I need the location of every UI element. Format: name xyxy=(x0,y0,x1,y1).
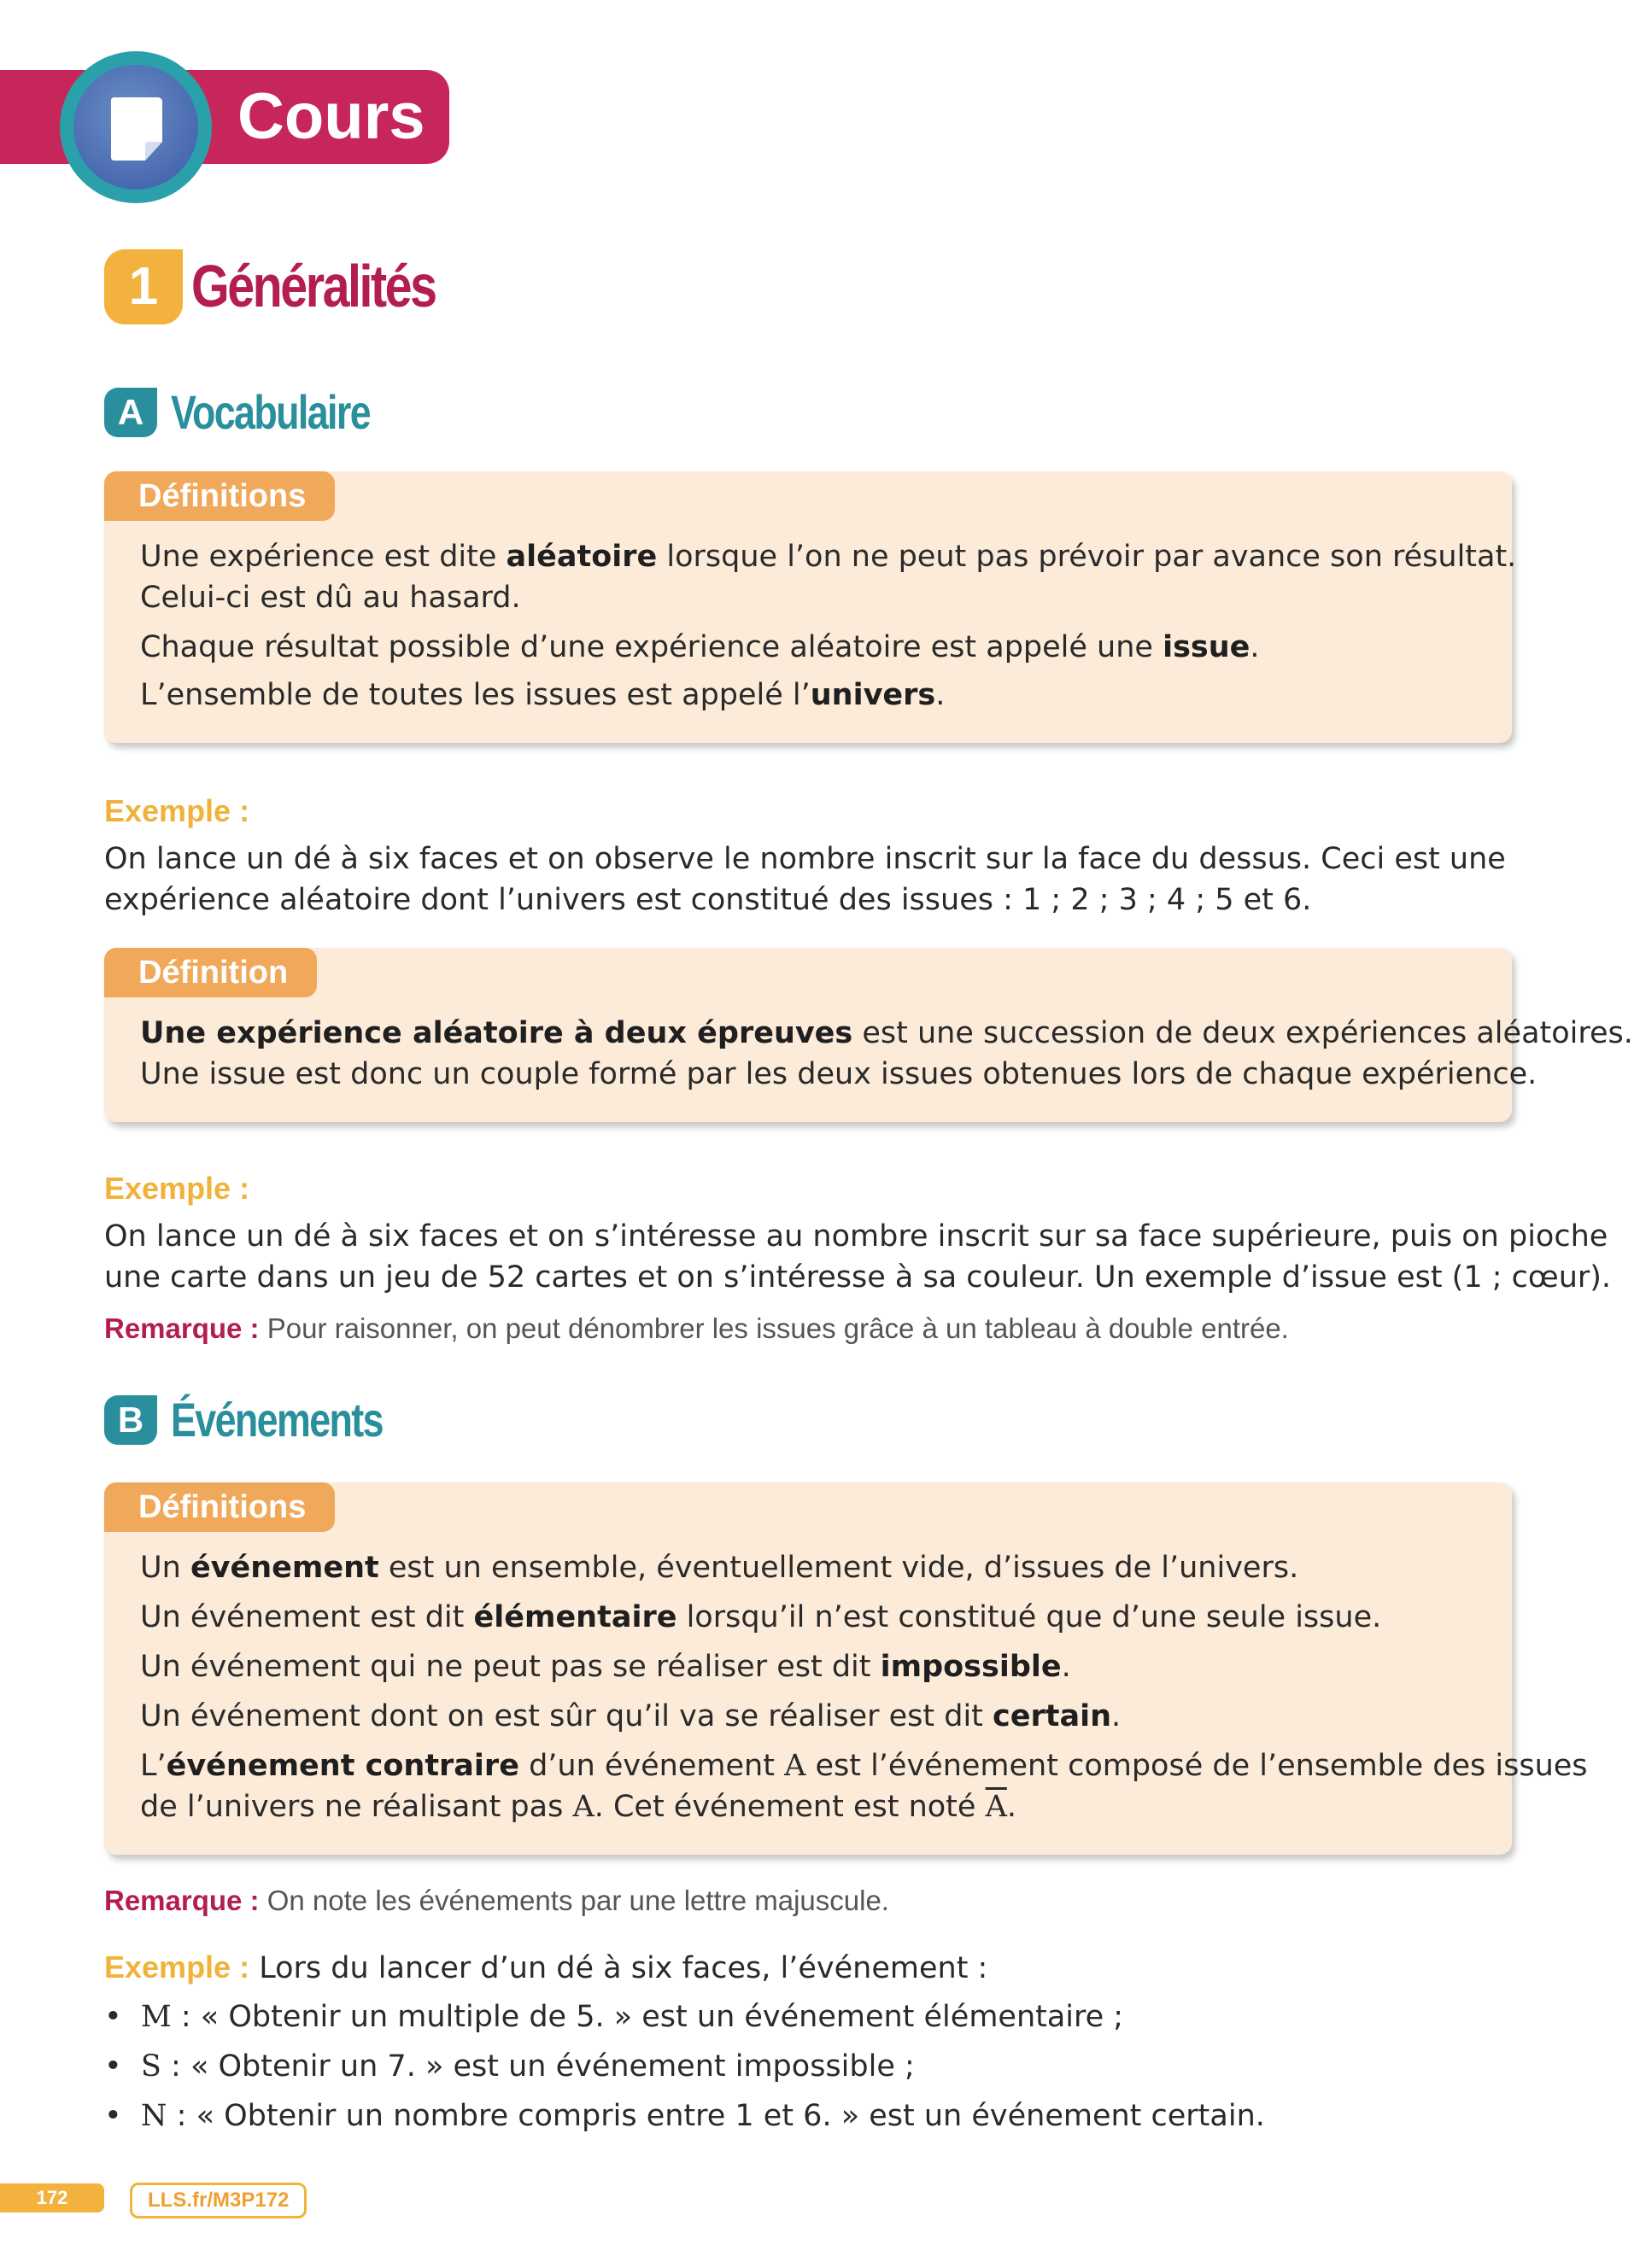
badge xyxy=(60,51,212,203)
remark-2: Remarque : On note les événements par une lettre majuscule. xyxy=(104,1885,889,1916)
def3-line-3: Un événement qui ne peut pas se réaliser est dit impossible. xyxy=(140,1650,1071,1684)
definition-tag-2: Définition xyxy=(104,948,317,997)
remark-1: Remarque : Pour raisonner, on peut dénombrer les issues grâce à un tableau à double entrée. xyxy=(104,1312,1289,1344)
def2-line-1: Une expérience aléatoire à deux épreuves est une succession de deux expériences aléatoires. xyxy=(140,1016,1633,1050)
page-number: 172 xyxy=(0,2183,104,2212)
example2-line-1: On lance un dé à six faces et on s’intéresse au nombre inscrit sur sa face supérieure, puis on pioche xyxy=(104,1219,1608,1254)
example1-line-2: expérience aléatoire dont l’univers est constitué des issues : 1 ; 2 ; 3 ; 4 ; 5 et 6. xyxy=(104,883,1312,917)
def1-line-1: Une expérience est dite aléatoire lorsque l’on ne peut pas prévoir par avance son résultat. xyxy=(140,540,1517,574)
def3-line-6: de l’univers ne réalisant pas A. Cet événement est noté $\overline{A}$. xyxy=(140,1790,1016,1824)
document-icon xyxy=(73,65,198,190)
section-title: Généralités xyxy=(191,253,436,319)
section-number: 1 xyxy=(104,249,183,324)
example3-item-1: • M : « Obtenir un multiple de 5. » est un événement élémentaire ; xyxy=(104,2000,1124,2034)
banner-label: Cours xyxy=(237,80,425,153)
example-label-2: Exemple : xyxy=(104,1171,250,1206)
example3-item-2: • S : « Obtenir un 7. » est un événement impossible ; xyxy=(104,2049,915,2084)
subsection-letter-b: B xyxy=(104,1395,157,1445)
def1-line-4: L’ensemble de toutes les issues est appelé l’univers. xyxy=(140,678,946,712)
definition-tag-3: Définitions xyxy=(104,1482,335,1532)
def3-line-5: L’événement contraire d’un événement A est l’événement composé de l’ensemble des issues xyxy=(140,1749,1588,1783)
example3-intro: Exemple : Lors du lancer d’un dé à six faces, l’événement : xyxy=(104,1949,988,1985)
subsection-title-b: Événements xyxy=(171,1393,383,1447)
def3-line-4: Un événement dont on est sûr qu’il va se réaliser est dit certain. xyxy=(140,1699,1122,1733)
example3-item-3: • N : « Obtenir un nombre compris entre 1 et 6. » est un événement certain. xyxy=(104,2099,1265,2133)
definition-tag-1: Définitions xyxy=(104,471,335,521)
example1-line-1: On lance un dé à six faces et on observe le nombre inscrit sur la face du dessus. Ceci est une xyxy=(104,842,1506,876)
subsection-title-a: Vocabulaire xyxy=(171,385,371,439)
def1-line-2: Celui-ci est dû au hasard. xyxy=(140,581,521,615)
def1-line-3: Chaque résultat possible d’une expérience aléatoire est appelé une issue. xyxy=(140,630,1260,664)
subsection-letter-a: A xyxy=(104,388,157,437)
example-label-1: Exemple : xyxy=(104,793,250,828)
example2-line-2: une carte dans un jeu de 52 cartes et on s’intéresse à sa couleur. Un exemple d’issue est (1 ; cœur). xyxy=(104,1260,1612,1295)
def2-line-2: Une issue est donc un couple formé par les deux issues obtenues lors de chaque expérience. xyxy=(140,1057,1538,1091)
complement-notation: $\overline{A}$ xyxy=(985,1790,1007,1824)
def3-line-2: Un événement est dit élémentaire lorsqu’il n’est constitué que d’une seule issue. xyxy=(140,1600,1382,1634)
footer-link[interactable]: LLS.fr/M3P172 xyxy=(130,2183,307,2218)
def3-line-1: Un événement est un ensemble, éventuellement vide, d’issues de l’univers. xyxy=(140,1551,1299,1585)
